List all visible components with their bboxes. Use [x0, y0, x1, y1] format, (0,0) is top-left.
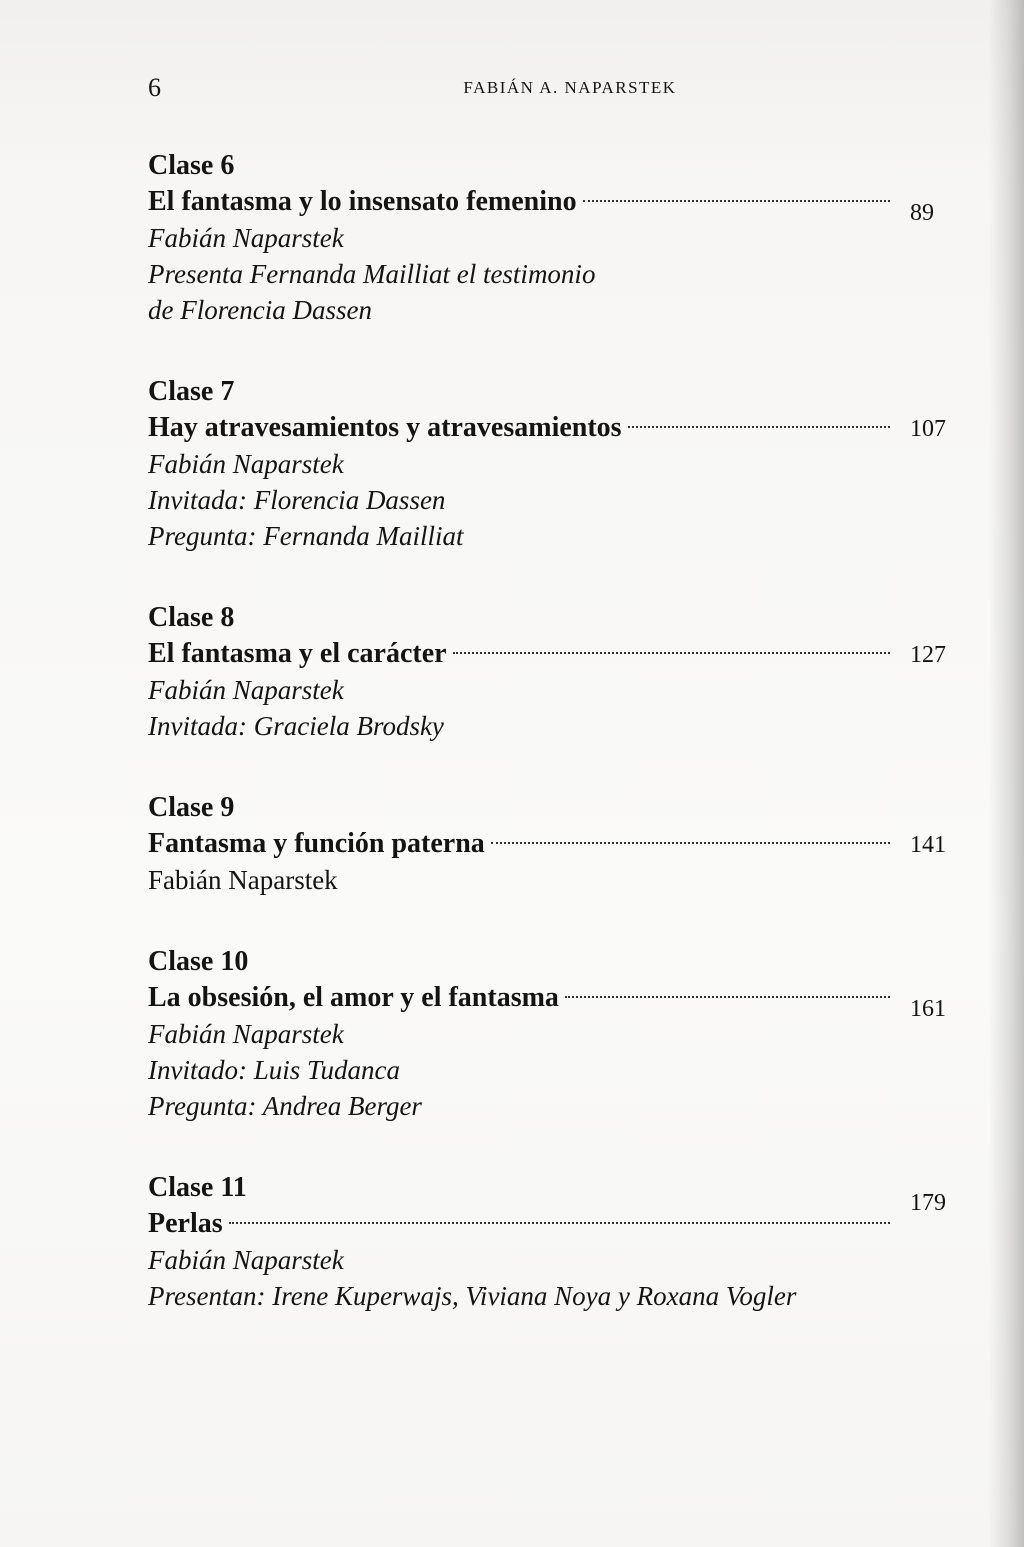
page-ref: 127: [910, 642, 946, 668]
page-number: 6: [148, 73, 161, 102]
page-ref: 161: [910, 996, 946, 1022]
title-row: [148, 826, 954, 862]
dot-leader: [583, 200, 890, 202]
dot-leader: [491, 842, 890, 844]
toc-entry: [148, 374, 954, 554]
page-header: [148, 72, 892, 108]
chapter-title: La obsesión, el amor y el fantasma: [148, 982, 559, 1013]
dot-leader: [453, 652, 890, 654]
author-line: Fabián Naparstek: [148, 1019, 344, 1049]
clase-label: Clase 7: [148, 376, 235, 407]
clase-label: Clase 8: [148, 602, 235, 633]
toc-entry: [148, 600, 954, 744]
author-line: Fabián Naparstek: [148, 1245, 344, 1275]
chapter-title: Fantasma y función paterna: [148, 828, 485, 859]
page-ref: 89: [910, 200, 934, 226]
page-ref: 107: [910, 416, 946, 442]
chapter-title: Hay atravesamientos y atravesamientos: [148, 412, 622, 443]
title-row: [148, 980, 954, 1022]
detail-line: Pregunta: Fernanda Mailliat: [148, 521, 464, 551]
dot-leader: [229, 1222, 890, 1224]
author-line: Fabián Naparstek: [148, 675, 344, 705]
detail-line: Invitada: Florencia Dassen: [148, 485, 446, 515]
detail-line: Invitada: Graciela Brodsky: [148, 711, 444, 741]
clase-label: Clase 10: [148, 946, 249, 977]
author-line: Fabián Naparstek: [148, 449, 344, 479]
detail-line: Presentan: Irene Kuperwajs, Viviana Noya y Roxana Vogler: [148, 1281, 797, 1311]
clase-label: Clase 9: [148, 792, 235, 823]
page-ref: 179: [910, 1190, 946, 1216]
title-row: [148, 636, 954, 672]
title-row: [148, 410, 954, 446]
detail-line: de Florencia Dassen: [148, 295, 372, 325]
page-ref: 141: [910, 832, 946, 858]
chapter-title: Perlas: [148, 1208, 223, 1239]
title-row: [148, 1190, 954, 1242]
dot-leader: [628, 426, 890, 428]
chapter-title: El fantasma y el carácter: [148, 638, 447, 669]
running-head: FABIÁN A. NAPARSTEK: [463, 78, 677, 97]
table-of-contents: [148, 148, 954, 1360]
dot-leader: [565, 996, 890, 998]
toc-entry: [148, 148, 954, 328]
title-row: [148, 184, 954, 226]
detail-line: Invitado: Luis Tudanca: [148, 1055, 401, 1085]
chapter-title: El fantasma y lo insensato femenino: [148, 186, 577, 217]
toc-entry: [148, 1170, 954, 1314]
clase-label: Clase 11: [148, 1172, 247, 1203]
clase-label: Clase 6: [148, 150, 235, 181]
toc-entry: [148, 944, 954, 1124]
author-line: Fabián Naparstek: [148, 865, 338, 895]
author-line: Fabián Naparstek: [148, 223, 344, 253]
detail-line: Pregunta: Andrea Berger: [148, 1091, 422, 1121]
toc-entry: [148, 790, 954, 898]
detail-line: Presenta Fernanda Mailliat el testimonio: [148, 259, 596, 289]
